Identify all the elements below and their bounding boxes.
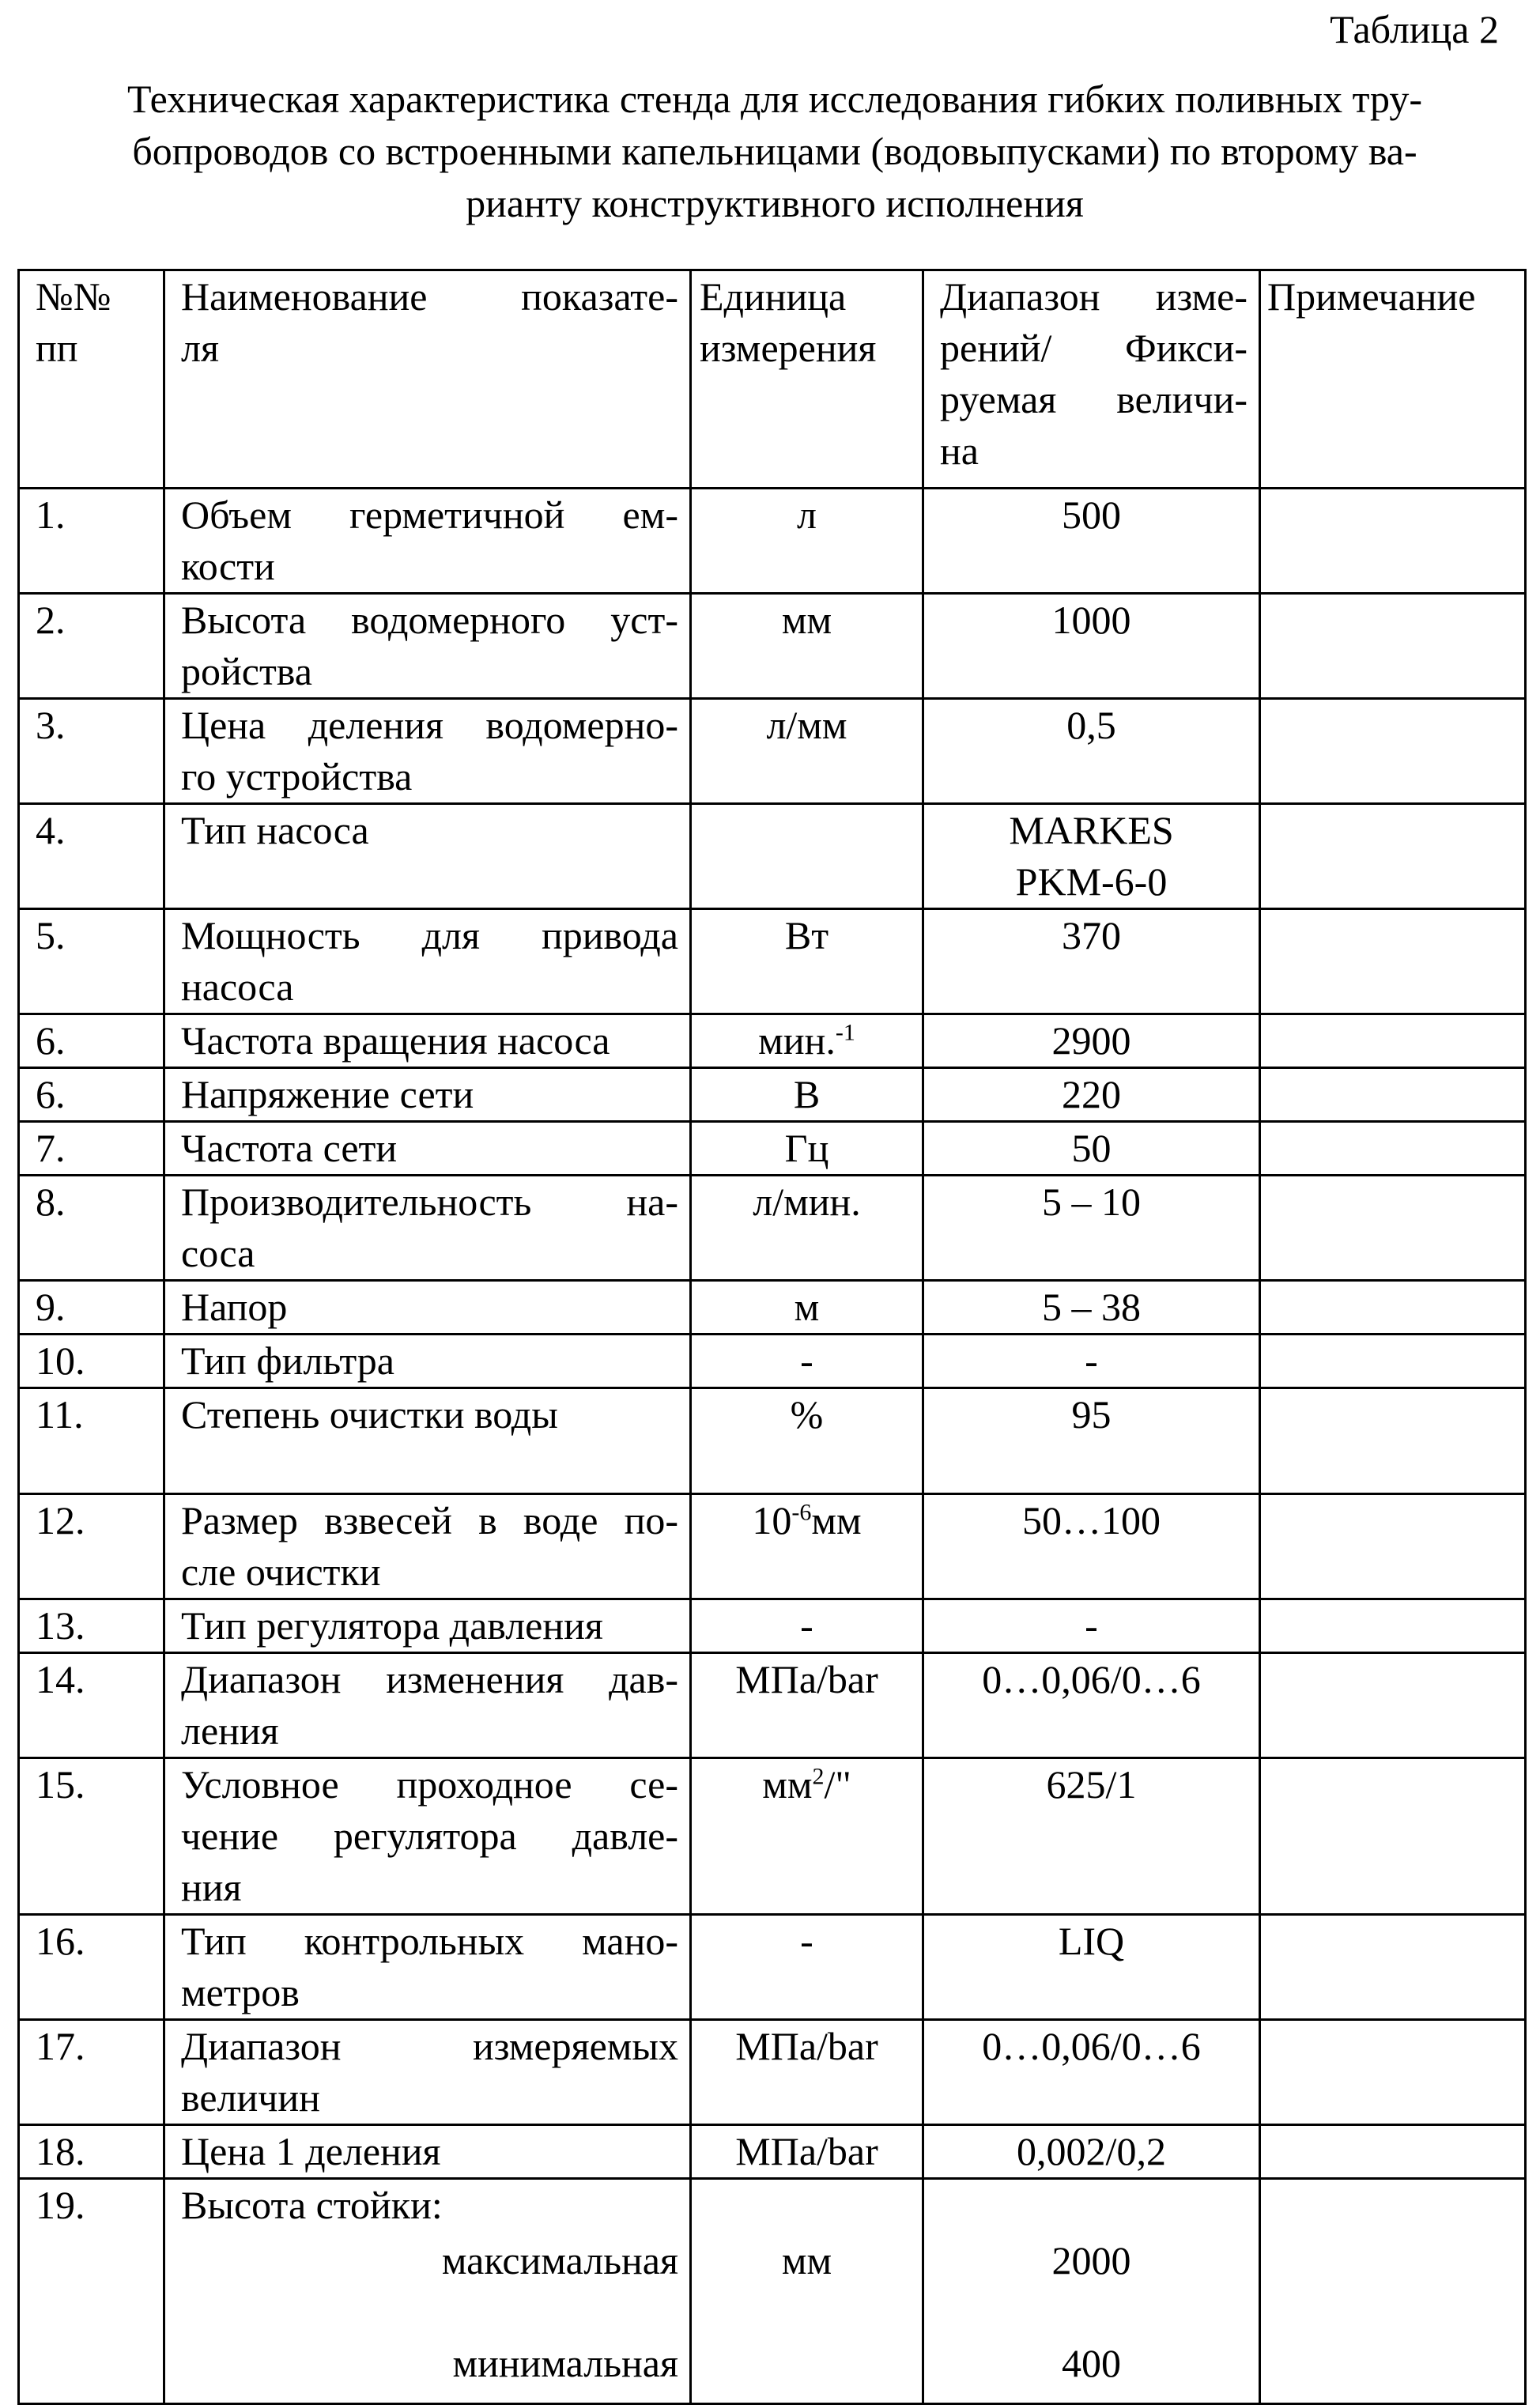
row-name-line: сле очистки bbox=[181, 1546, 678, 1598]
row-number: 16. bbox=[19, 1915, 164, 2020]
row-name bbox=[164, 1014, 691, 1068]
row-value-line: LIQ bbox=[929, 1916, 1254, 1967]
row-unit bbox=[691, 1388, 923, 1494]
row-name-line: соса bbox=[181, 1228, 678, 1279]
row-value-line: 370 bbox=[929, 910, 1254, 961]
row-name bbox=[164, 1122, 691, 1176]
unit-text: мм bbox=[782, 598, 832, 642]
row-name-line: Условное проходное се- bbox=[181, 1759, 678, 1810]
row-number: 7. bbox=[19, 1122, 164, 1176]
row-number: 17. bbox=[19, 2020, 164, 2125]
unit-text: мм bbox=[692, 2235, 922, 2286]
row-number: 6. bbox=[19, 1014, 164, 1068]
row-number: 8. bbox=[19, 1176, 164, 1281]
row-value bbox=[923, 1335, 1260, 1388]
row-name-line: Степень очистки воды bbox=[181, 1389, 678, 1440]
row-value bbox=[923, 1176, 1260, 1281]
row-number: 18. bbox=[19, 2125, 164, 2179]
row-unit bbox=[691, 2125, 923, 2179]
row-name-line: насоса bbox=[181, 961, 678, 1013]
min-value: 400 bbox=[924, 2338, 1259, 2389]
row-name-line: Частота вращения насоса bbox=[181, 1015, 678, 1067]
unit-base: 10 bbox=[752, 1498, 791, 1542]
row-number: 19. bbox=[19, 2179, 164, 2404]
table-row bbox=[19, 1122, 1526, 1176]
row-number: 5. bbox=[19, 909, 164, 1014]
row-name bbox=[164, 1068, 691, 1122]
row-note bbox=[1260, 909, 1526, 1014]
row-unit bbox=[691, 489, 923, 594]
row-value bbox=[923, 909, 1260, 1014]
table-row bbox=[19, 1653, 1526, 1758]
row-name-line: го устройства bbox=[181, 751, 678, 802]
row-unit bbox=[691, 1122, 923, 1176]
row-name-line: Диапазон изменения дав- bbox=[181, 1654, 678, 1705]
row-name-line: Тип регулятора давления bbox=[181, 1600, 678, 1652]
row-value-line: 0…0,06/0…6 bbox=[929, 2021, 1254, 2072]
table-row bbox=[19, 1176, 1526, 1281]
row-unit bbox=[691, 1068, 923, 1122]
row-value-line: 1000 bbox=[929, 595, 1254, 646]
row-name-line: Диапазон измеряемых bbox=[181, 2021, 678, 2072]
row-name-line: метров bbox=[181, 1967, 678, 2018]
row-value-line: 0,002/0,2 bbox=[929, 2126, 1254, 2177]
row-value-line: 2900 bbox=[929, 1015, 1254, 1067]
table-row bbox=[19, 1915, 1526, 2020]
row-value-line: 220 bbox=[929, 1069, 1254, 1120]
max-label: максимальная bbox=[442, 2235, 678, 2286]
row-note bbox=[1260, 1758, 1526, 1915]
row-value-line: - bbox=[929, 1335, 1254, 1387]
row-value-line: - bbox=[929, 1600, 1254, 1652]
row-name bbox=[164, 1388, 691, 1494]
unit-exponent: -1 bbox=[836, 1019, 855, 1045]
row-value-line: 95 bbox=[929, 1389, 1254, 1440]
row-note bbox=[1260, 1176, 1526, 1281]
row-note bbox=[1260, 1915, 1526, 2020]
row-number: 10. bbox=[19, 1335, 164, 1388]
unit-text: - bbox=[800, 1919, 813, 1963]
row-name-line: Производительность на- bbox=[181, 1176, 678, 1228]
table-row bbox=[19, 804, 1526, 909]
row-name bbox=[164, 909, 691, 1014]
unit-text: мм bbox=[811, 1498, 861, 1542]
header-num: №№ пп bbox=[19, 270, 164, 489]
row-value bbox=[923, 1494, 1260, 1599]
row-value bbox=[923, 1915, 1260, 2020]
row-unit bbox=[691, 1494, 923, 1599]
row-note bbox=[1260, 804, 1526, 909]
row-name bbox=[164, 1653, 691, 1758]
row-value bbox=[923, 1758, 1260, 1915]
row-value-line: 5 – 10 bbox=[929, 1176, 1254, 1228]
row-unit bbox=[691, 699, 923, 804]
row-name-line: Цена 1 деления bbox=[181, 2126, 678, 2177]
table-row bbox=[19, 909, 1526, 1014]
unit-text: Гц bbox=[785, 1126, 829, 1170]
unit-text: м bbox=[795, 1285, 820, 1329]
row-value-line: 50 bbox=[929, 1123, 1254, 1174]
header-name: Наименование показате- ля bbox=[164, 270, 691, 489]
row-value-line: PKM-6-0 bbox=[929, 856, 1254, 908]
row-unit bbox=[691, 1599, 923, 1653]
row-number: 9. bbox=[19, 1281, 164, 1335]
row-note bbox=[1260, 1068, 1526, 1122]
row-name-line: Мощность для привода bbox=[181, 910, 678, 961]
row-note bbox=[1260, 594, 1526, 699]
row-name bbox=[164, 489, 691, 594]
row-name-line: Тип контрольных мано- bbox=[181, 1916, 678, 1967]
table-row bbox=[19, 2125, 1526, 2179]
row-unit bbox=[691, 1014, 923, 1068]
row-name bbox=[164, 2179, 691, 2404]
row-number: 14. bbox=[19, 1653, 164, 1758]
row-name-line: Высота стойки: bbox=[181, 2180, 678, 2231]
row-note bbox=[1260, 2125, 1526, 2179]
row-value bbox=[923, 1653, 1260, 1758]
unit-text: В bbox=[794, 1072, 820, 1116]
table-title bbox=[32, 73, 1518, 229]
row-name-line: Тип фильтра bbox=[181, 1335, 678, 1387]
row-unit bbox=[691, 1176, 923, 1281]
header-note: Примечание bbox=[1260, 270, 1526, 489]
row-note bbox=[1260, 1122, 1526, 1176]
row-number: 2. bbox=[19, 594, 164, 699]
table-row bbox=[19, 594, 1526, 699]
row-value bbox=[923, 2125, 1260, 2179]
row-unit bbox=[691, 2179, 923, 2404]
row-number: 13. bbox=[19, 1599, 164, 1653]
table-row bbox=[19, 699, 1526, 804]
row-unit bbox=[691, 1915, 923, 2020]
row-name bbox=[164, 1599, 691, 1653]
row-unit bbox=[691, 594, 923, 699]
row-name bbox=[164, 1758, 691, 1915]
row-name-line: Напряжение сети bbox=[181, 1069, 678, 1120]
row-number: 15. bbox=[19, 1758, 164, 1915]
row-note bbox=[1260, 1281, 1526, 1335]
unit-text: /" bbox=[824, 1762, 851, 1807]
row-value-line: 625/1 bbox=[929, 1759, 1254, 1810]
unit-text: % bbox=[791, 1392, 824, 1437]
row-note bbox=[1260, 1014, 1526, 1068]
min-label: минимальная bbox=[452, 2338, 678, 2389]
row-number: 11. bbox=[19, 1388, 164, 1494]
row-unit bbox=[691, 1281, 923, 1335]
row-value bbox=[923, 1122, 1260, 1176]
row-name-line: чение регулятора давле- bbox=[181, 1810, 678, 1862]
table-row bbox=[19, 1599, 1526, 1653]
row-unit bbox=[691, 909, 923, 1014]
row-name-line: ройства bbox=[181, 646, 678, 697]
row-value bbox=[923, 2179, 1260, 2404]
row-value bbox=[923, 1388, 1260, 1494]
row-value-line: 50…100 bbox=[929, 1495, 1254, 1546]
row-unit bbox=[691, 1758, 923, 1915]
row-number: 3. bbox=[19, 699, 164, 804]
unit-text: МПа/bar bbox=[735, 2129, 878, 2173]
unit-text: - bbox=[800, 1338, 813, 1383]
table-row bbox=[19, 1494, 1526, 1599]
table-row bbox=[19, 1335, 1526, 1388]
title-line: рианту конструктивного исполнения bbox=[32, 177, 1518, 229]
unit-text: л/мм bbox=[766, 703, 847, 747]
spec-table bbox=[17, 269, 1527, 2405]
row-number: 1. bbox=[19, 489, 164, 594]
row-value bbox=[923, 489, 1260, 594]
row-name bbox=[164, 1915, 691, 2020]
row-unit bbox=[691, 1335, 923, 1388]
row-name-line: Высота водомерного уст- bbox=[181, 595, 678, 646]
row-name bbox=[164, 1494, 691, 1599]
unit-text: л bbox=[797, 493, 817, 537]
row-value bbox=[923, 1068, 1260, 1122]
row-value-line: 500 bbox=[929, 489, 1254, 541]
row-name-line: Частота сети bbox=[181, 1123, 678, 1174]
row-number: 6. bbox=[19, 1068, 164, 1122]
unit-text: - bbox=[800, 1603, 813, 1648]
row-name-line: Тип насоса bbox=[181, 805, 678, 856]
row-name bbox=[164, 1281, 691, 1335]
row-value bbox=[923, 699, 1260, 804]
row-value-line: 5 – 38 bbox=[929, 1282, 1254, 1333]
table-row bbox=[19, 1281, 1526, 1335]
unit-text: мин. bbox=[758, 1018, 836, 1063]
row-name-line: величин bbox=[181, 2072, 678, 2124]
row-name bbox=[164, 594, 691, 699]
row-note bbox=[1260, 2179, 1526, 2404]
table-row bbox=[19, 1758, 1526, 1915]
table-row bbox=[19, 489, 1526, 594]
row-name-line: кости bbox=[181, 541, 678, 592]
unit-text: л/мин. bbox=[753, 1180, 861, 1224]
row-name bbox=[164, 699, 691, 804]
header-range: Диапазон изме- рений/ Фикси- руемая величи- на bbox=[923, 270, 1260, 489]
unit-text: МПа/bar bbox=[735, 1657, 878, 1701]
table-row bbox=[19, 1014, 1526, 1068]
row-note bbox=[1260, 1653, 1526, 1758]
row-value bbox=[923, 594, 1260, 699]
row-value bbox=[923, 2020, 1260, 2125]
row-value bbox=[923, 804, 1260, 909]
unit-exponent: 2 bbox=[812, 1763, 824, 1789]
row-name bbox=[164, 2020, 691, 2125]
row-unit bbox=[691, 804, 923, 909]
row-note bbox=[1260, 1599, 1526, 1653]
unit-text: Вт bbox=[785, 913, 829, 957]
row-unit bbox=[691, 2020, 923, 2125]
row-name-line: ния bbox=[181, 1862, 678, 1913]
row-value-line: 0…0,06/0…6 bbox=[929, 1654, 1254, 1705]
row-unit bbox=[691, 1653, 923, 1758]
row-value bbox=[923, 1599, 1260, 1653]
unit-text: МПа/bar bbox=[735, 2024, 878, 2068]
table-row-19 bbox=[19, 2179, 1526, 2404]
row-value-line: 0,5 bbox=[929, 700, 1254, 751]
row-name bbox=[164, 2125, 691, 2179]
row-name bbox=[164, 804, 691, 909]
row-value bbox=[923, 1281, 1260, 1335]
row-name-line: Объем герметичной ем- bbox=[181, 489, 678, 541]
row-note bbox=[1260, 1388, 1526, 1494]
row-note bbox=[1260, 1335, 1526, 1388]
row-value bbox=[923, 1014, 1260, 1068]
header-unit: Единица измерения bbox=[691, 270, 923, 489]
row-value-line: MARKES bbox=[929, 805, 1254, 856]
row-name-line: Напор bbox=[181, 1282, 678, 1333]
max-value: 2000 bbox=[924, 2235, 1259, 2286]
row-note bbox=[1260, 699, 1526, 804]
table-row bbox=[19, 1388, 1526, 1494]
row-number: 4. bbox=[19, 804, 164, 909]
table-row bbox=[19, 2020, 1526, 2125]
title-line: бопроводов со встроенными капельницами (водовыпусками) по второму ва- bbox=[32, 125, 1518, 177]
row-name-line: ления bbox=[181, 1705, 678, 1757]
title-line: Техническая характеристика стенда для исследования гибких поливных тру- bbox=[32, 73, 1518, 125]
unit-base: мм bbox=[762, 1762, 812, 1807]
row-name bbox=[164, 1335, 691, 1388]
table-label: Таблица 2 bbox=[1330, 6, 1499, 52]
row-number: 12. bbox=[19, 1494, 164, 1599]
unit-exponent: -6 bbox=[791, 1499, 811, 1525]
table-row bbox=[19, 1068, 1526, 1122]
row-note bbox=[1260, 1494, 1526, 1599]
header-row bbox=[19, 270, 1526, 489]
row-note bbox=[1260, 489, 1526, 594]
row-name-line: Размер взвесей в воде по- bbox=[181, 1495, 678, 1546]
row-note bbox=[1260, 2020, 1526, 2125]
row-name-line: Цена деления водомерно- bbox=[181, 700, 678, 751]
row-name bbox=[164, 1176, 691, 1281]
